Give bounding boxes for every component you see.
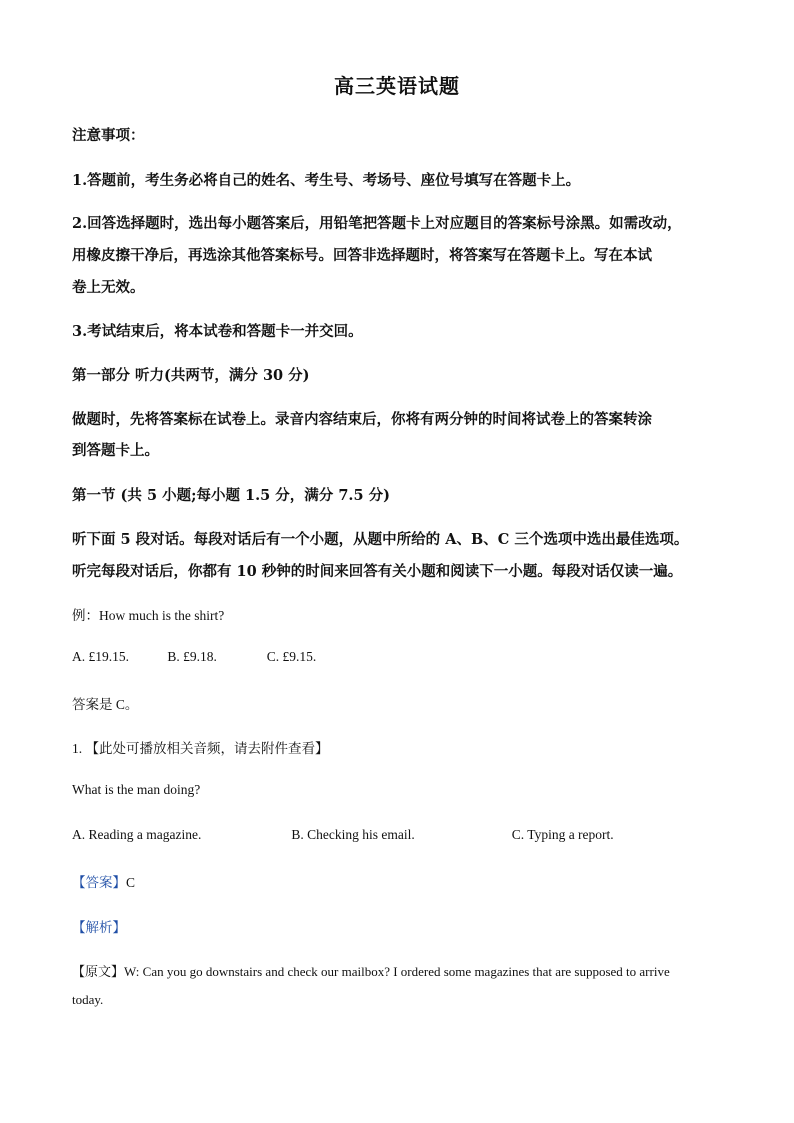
answer-value: C: [126, 875, 136, 890]
transcript-line-1: [72, 961, 670, 980]
example-option-c: C. £9.15.: [266, 649, 317, 664]
question-1-option-a: A. Reading a magazine.: [72, 827, 202, 842]
analysis-tag: 【解析】: [72, 920, 126, 935]
answer-line: [72, 871, 135, 891]
question-1-text: What is the man doing?: [72, 782, 201, 797]
notice-item-1: 1.答题前，考生务必将自己的姓名、考生号、考场号、座位号填写在答题卡上。: [72, 172, 581, 189]
section1-instruction-line-2: 听完每段对话后，你都有 10 秒钟的时间来回答有关小题和阅读下一小题。每段对话仅读一遍。: [72, 563, 683, 580]
notice-heading: 注意事项：: [72, 127, 145, 144]
answer-tag: 【答案】: [72, 875, 126, 890]
example-option-b: B. £9.18.: [167, 649, 217, 664]
section1-heading: 第一节 (共 5 小题;每小题 1.5 分，满分 7.5 分): [72, 487, 390, 504]
transcript-text-1: W: Can you go downstairs and check our mailbox? I ordered some magazines that are supposed to arrive: [124, 964, 670, 979]
section1-instruction-line-1: 听下面 5 段对话。每段对话后有一个小题，从题中所给的 A、B、C 三个选项中选出最佳选项。: [72, 531, 689, 548]
analysis-line: [72, 916, 126, 936]
part1-heading: 第一部分 听力(共两节，满分 30 分): [72, 367, 310, 384]
notice-item-2-line-1: 2.回答选择题时，选出每小题答案后，用铅笔把答题卡上对应题目的答案标号涂黑。如需改动，: [72, 215, 682, 232]
question-1-options: [72, 827, 614, 843]
example-options: [72, 649, 316, 665]
notice-item-2-line-3: 卷上无效。: [72, 279, 145, 296]
notice-item-3: 3.考试结束后，将本试卷和答题卡一并交回。: [72, 323, 363, 340]
example-answer: 答案是 C。: [72, 697, 139, 712]
transcript-tag: 【原文】: [72, 964, 125, 979]
question-1-option-c: C. Typing a report.: [511, 827, 614, 842]
question-1-label: 1. 【此处可播放相关音频，请去附件查看】: [72, 741, 329, 756]
example-option-a: A. £19.15.: [72, 649, 129, 664]
example-question: 例：How much is the shirt?: [72, 608, 225, 623]
question-1-option-b: B. Checking his email.: [291, 827, 415, 842]
notice-item-2-line-2: 用橡皮擦干净后，再选涂其他答案标号。回答非选择题时，将答案写在答题卡上。写在本试: [72, 247, 652, 264]
transcript-line-2: today.: [72, 992, 104, 1007]
part1-instruction-line-2: 到答题卡上。: [72, 442, 159, 459]
part1-instruction-line-1: 做题时，先将答案标在试卷上。录音内容结束后，你将有两分钟的时间将试卷上的答案转涂: [72, 411, 652, 428]
page-title: 高三英语试题: [334, 74, 460, 98]
